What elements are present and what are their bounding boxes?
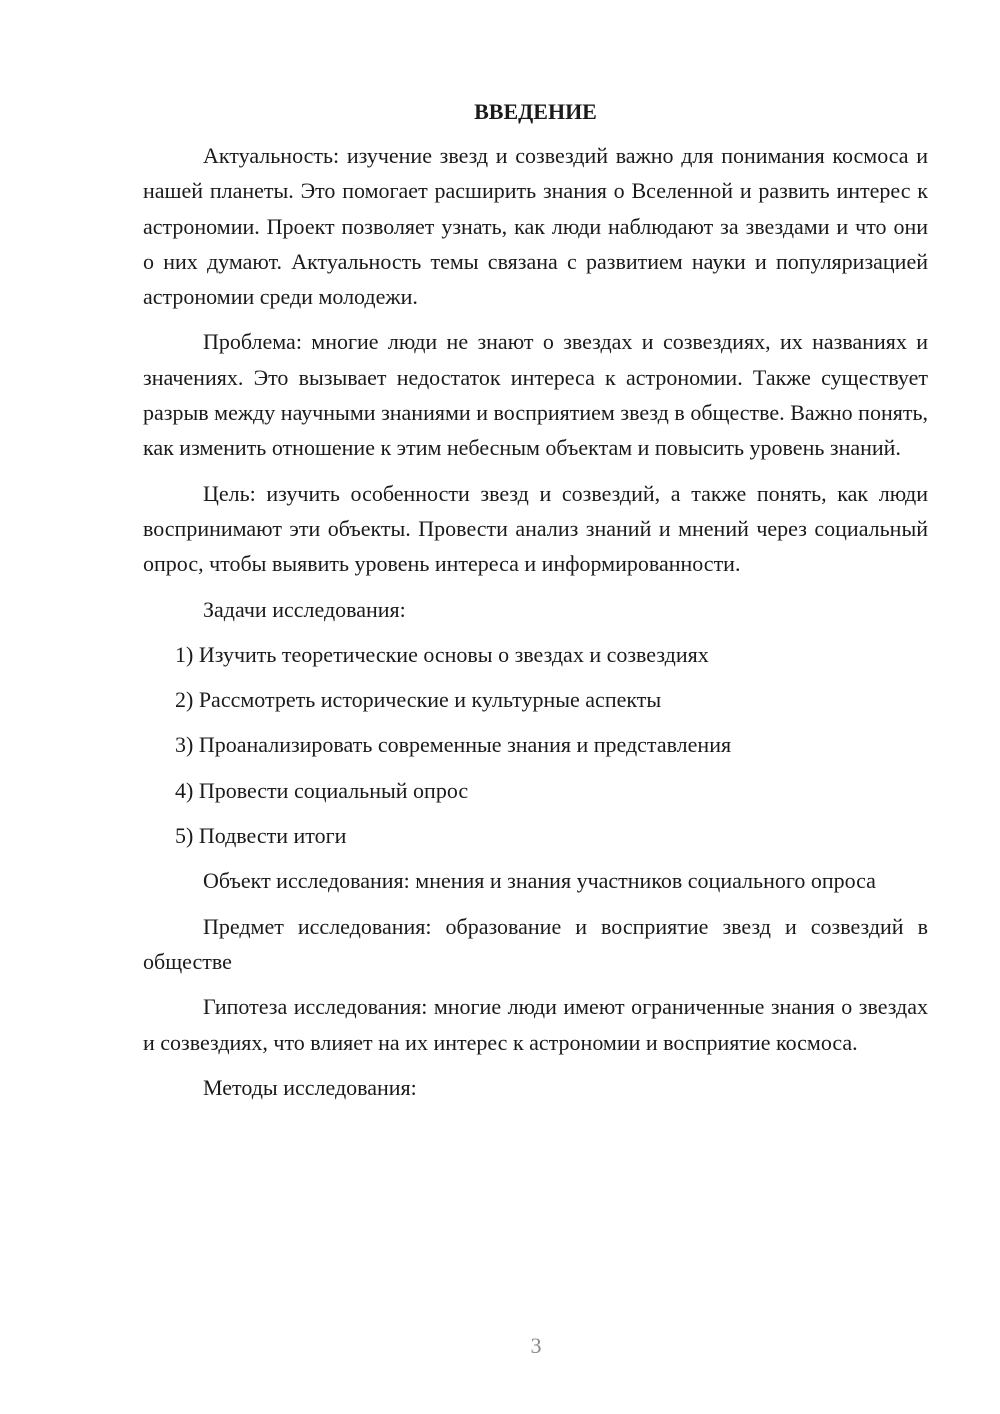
- methods-heading: Методы исследования:: [203, 1074, 417, 1100]
- goal-paragraph: Цель: изучить особенности звезд и созвездий, а также понять, как люди воспринимают эти объекты. Провести анализ знаний и мнений через социальный опрос, чтобы выявить уровень интереса и информированности.: [143, 480, 928, 577]
- problem-paragraph: Проблема: многие люди не знают о звездах и созвездиях, их названиях и значениях. Это вызывает недостаток интереса к астрономии. Также существует разрыв между научными знаниями и восприятием звезд в обществе. Важно понять, как изменить отношение к этим небесным объектам и повысить уровень знаний.: [143, 329, 928, 461]
- hypothesis-paragraph: Гипотеза исследования: многие люди имеют ограниченные знания о звездах и созвездиях, что влияет на их интерес к астрономии и восприятие космоса.: [143, 994, 928, 1055]
- document-page: [143, 94, 928, 1115]
- object-paragraph: Объект исследования: мнения и знания участников социального опроса: [203, 868, 876, 894]
- task-item: 5) Подвести итоги: [175, 823, 347, 849]
- tasks-heading: Задачи исследования:: [203, 596, 406, 622]
- task-item: 2) Рассмотреть исторические и культурные аспекты: [175, 687, 662, 713]
- task-item: 3) Проанализировать современные знания и представления: [175, 732, 732, 758]
- page-number: 3: [530, 1333, 542, 1358]
- task-item: 1) Изучить теоретические основы о звездах и созвездиях: [175, 641, 709, 667]
- relevance-paragraph: Актуальность: изучение звезд и созвездий важно для понимания космоса и нашей планеты. Это помогает расширить знания о Вселенной и развить интерес к астрономии. Проект позволяет узнать, как люди наблюдают за звездами и что они о них думают. Актуальность темы связана с развитием науки и популяризацией астрономии среди молодежи.: [143, 143, 928, 310]
- subject-paragraph: Предмет исследования: образование и восприятие звезд и созвездий в обществе: [143, 913, 928, 974]
- task-item: 4) Провести социальный опрос: [175, 777, 469, 803]
- section-title: ВВЕДЕНИЕ: [474, 99, 597, 124]
